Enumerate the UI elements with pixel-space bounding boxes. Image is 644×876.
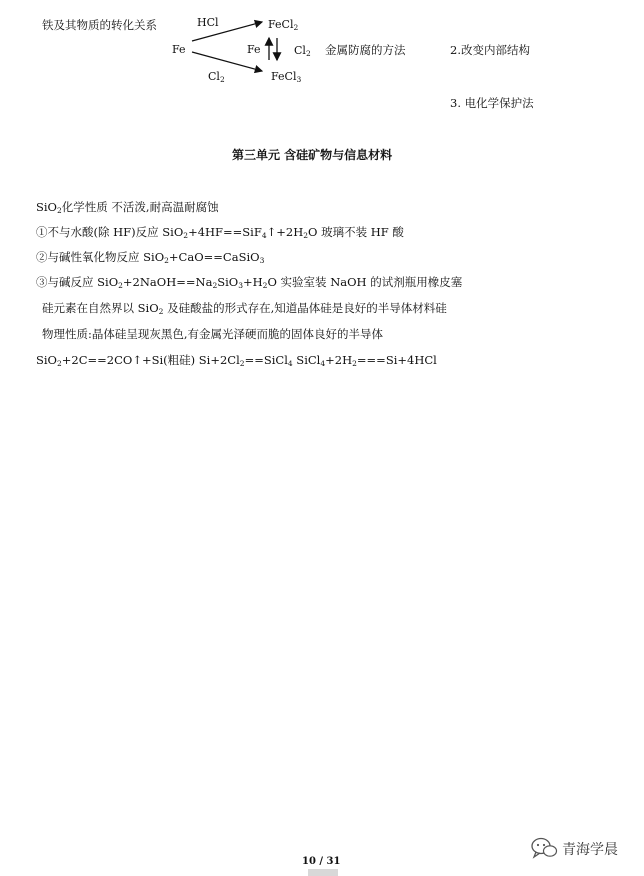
page-number: 10 / 31 — [302, 856, 341, 867]
species-fecl3: FeCl$_3$ — [271, 70, 302, 84]
method-2: 2.改变内部结构 — [450, 43, 530, 57]
silicon-occurrence-line: 硅元素在自然界以 SiO$_2$ 及硅酸盐的形式存在,知道晶体硅是良好的半导体材料硅 — [42, 301, 447, 316]
sio2-properties-line: SiO$_2$化学性质 不活泼,耐高温耐腐蚀 — [36, 200, 219, 215]
reagent-hcl: HCl — [197, 16, 219, 29]
page-footer-bar — [308, 869, 338, 876]
reaction-line-hf: ①不与水酸(除 HF)反应 $SiO_2+4HF==SiF_4↑+2H_2O$ 玻璃不装 HF 酸 — [36, 225, 404, 240]
reagent-cl2-bottom: $Cl_2$ — [208, 70, 225, 84]
wechat-icon — [530, 836, 558, 860]
watermark-text: 青海学晨 — [562, 842, 618, 858]
iron-section-heading: 铁及其物质的转化关系 — [42, 18, 157, 32]
unit-title: 第三单元 含硅矿物与信息材料 — [232, 148, 393, 162]
species-cl2-right: $Cl_2$ — [294, 44, 311, 58]
species-fe-mid: Fe — [247, 43, 261, 56]
reaction-line-naoh: ③与碱反应 $SiO_2+2NaOH==Na_2SiO_3+H_2O$ 实验室装 NaOH 的试剂瓶用橡皮塞 — [36, 275, 463, 290]
species-fecl2: FeCl$_2$ — [268, 18, 299, 32]
species-fe-left: Fe — [172, 43, 186, 56]
method-3: 3. 电化学保护法 — [450, 96, 534, 110]
reaction-line-cao: ②与碱性氧化物反应 SiO$_2$+CaO==CaSiO$_3$ — [36, 250, 265, 265]
corrosion-methods-label: 金属防腐的方法 — [325, 43, 406, 57]
silicon-physical-properties-line: 物理性质:晶体硅呈现灰黑色,有金属光泽硬而脆的固体良好的半导体 — [42, 327, 384, 341]
silicon-preparation-line: SiO$_2$+2C==2CO↑+Si(粗硅) $Si+2Cl_2==SiCl_4$ $SiCl_4+2H_2===Si+4HCl$ — [36, 353, 437, 368]
